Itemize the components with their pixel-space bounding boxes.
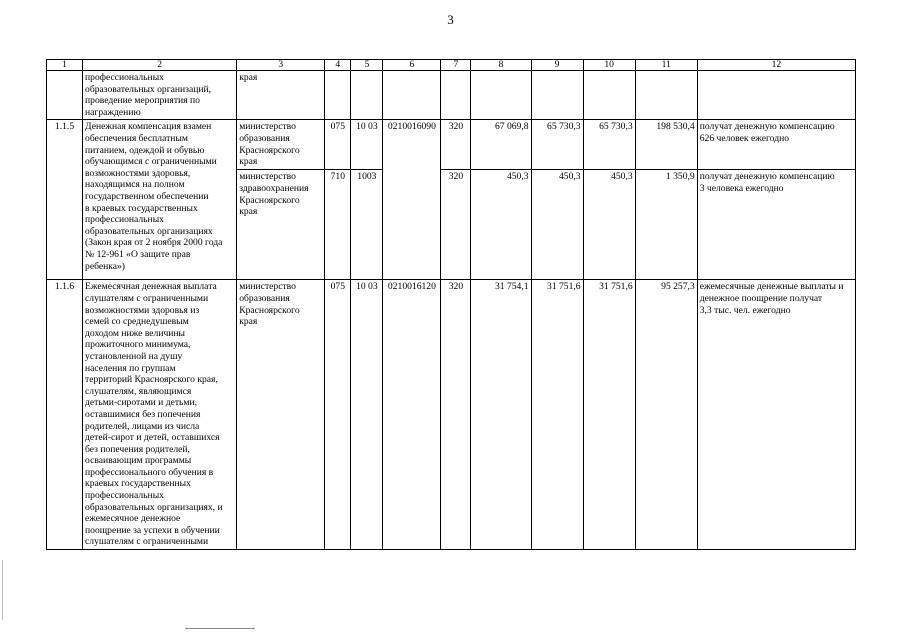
amount-total: 95 257,3 — [635, 280, 697, 550]
amount-year-2: 450,3 — [531, 170, 583, 280]
target-article-code: 0210016120 — [383, 280, 441, 550]
budget-table — [46, 59, 856, 550]
amount-year-3: 450,3 — [583, 170, 635, 280]
header-cell: 6 — [383, 60, 441, 71]
header-cell: 8 — [471, 60, 531, 71]
expected-result: получат денежную компенсацию 3 человека ежегодно — [697, 170, 855, 280]
row-number: 1.1.5 — [47, 120, 83, 280]
header-row — [47, 60, 856, 71]
amount-year-1: 450,3 — [471, 170, 531, 280]
continuation-organization: края — [237, 71, 325, 120]
table-row-1-1-6 — [47, 280, 856, 550]
page-number: 3 — [447, 12, 454, 27]
table-row-continuation — [47, 71, 856, 120]
amount-year-2: 31 751,6 — [531, 280, 583, 550]
amount-year-1: 31 754,1 — [471, 280, 531, 550]
measure-description: Ежемесячная денежная выплата слушателям с ограниченными возможностями здоровья из семей со среднедушевым доходом ниже величины прожиточного минимума, установленной на душу населения по группам территорий Красноярского края, слушателям, являющимся детьми-сиротами и детьми, оставшимися без попечения родителей, лицами из числа детей-сирот и детей, оставшихся без попечения родителей, осваивающим программы профессионального обучения в краевых государственных профессиональных образовательных организациях, и ежемесячное денежное поощрение за успехи в обучении слушателям с ограниченными — [83, 280, 237, 550]
expense-type-code: 320 — [441, 280, 471, 550]
row-number: 1.1.6 — [47, 280, 83, 550]
target-article-code: 0210016090 — [383, 120, 441, 280]
header-cell: 2 — [83, 60, 237, 71]
expense-type-code: 320 — [441, 120, 471, 170]
expense-type-code: 320 — [441, 170, 471, 280]
measure-description: Денежная компенсация взамен обеспечения бесплатным питанием, одеждой и обувью обучающимся с ограниченными возможностями здоровья, находящимся на полном государственном обеспечении в краевых государственных профессиональных образовательных организациях (Закон края от 2 ноября 2000 года № 12-961 «О защите прав ребенка») — [83, 120, 237, 280]
amount-total: 198 530,4 — [635, 120, 697, 170]
amount-year-3: 65 730,3 — [583, 120, 635, 170]
continuation-description: профессиональных образовательных организаций, проведение мероприятия по награждению — [83, 71, 237, 120]
header-cell: 10 — [583, 60, 635, 71]
scan-edge-mark — [2, 560, 3, 620]
header-cell: 1 — [47, 60, 83, 71]
section-code: 1003 — [351, 170, 383, 280]
header-cell: 11 — [635, 60, 697, 71]
header-cell: 12 — [697, 60, 855, 71]
header-cell: 7 — [441, 60, 471, 71]
amount-year-2: 65 730,3 — [531, 120, 583, 170]
organization: министерство образования Красноярского края — [237, 120, 325, 170]
table-row-1-1-5-a — [47, 120, 856, 170]
organization: министерство образования Красноярского края — [237, 280, 325, 550]
section-code: 10 03 — [351, 280, 383, 550]
section-code: 10 03 — [351, 120, 383, 170]
grbs-code: 075 — [325, 120, 351, 170]
grbs-code: 710 — [325, 170, 351, 280]
amount-year-3: 31 751,6 — [583, 280, 635, 550]
expected-result: получат денежную компенсацию 626 человек ежегодно — [697, 120, 855, 170]
header-cell: 3 — [237, 60, 325, 71]
expected-result: ежемесячные денежные выплаты и денежное поощрение получат 3,3 тыс. чел. ежегодно — [697, 280, 855, 550]
header-cell: 9 — [531, 60, 583, 71]
header-cell: 4 — [325, 60, 351, 71]
amount-year-1: 67 069,8 — [471, 120, 531, 170]
amount-total: 1 350,9 — [635, 170, 697, 280]
header-cell: 5 — [351, 60, 383, 71]
organization: министерство здравоохранения Красноярского края — [237, 170, 325, 280]
grbs-code: 075 — [325, 280, 351, 550]
scan-footer-line — [185, 628, 255, 629]
